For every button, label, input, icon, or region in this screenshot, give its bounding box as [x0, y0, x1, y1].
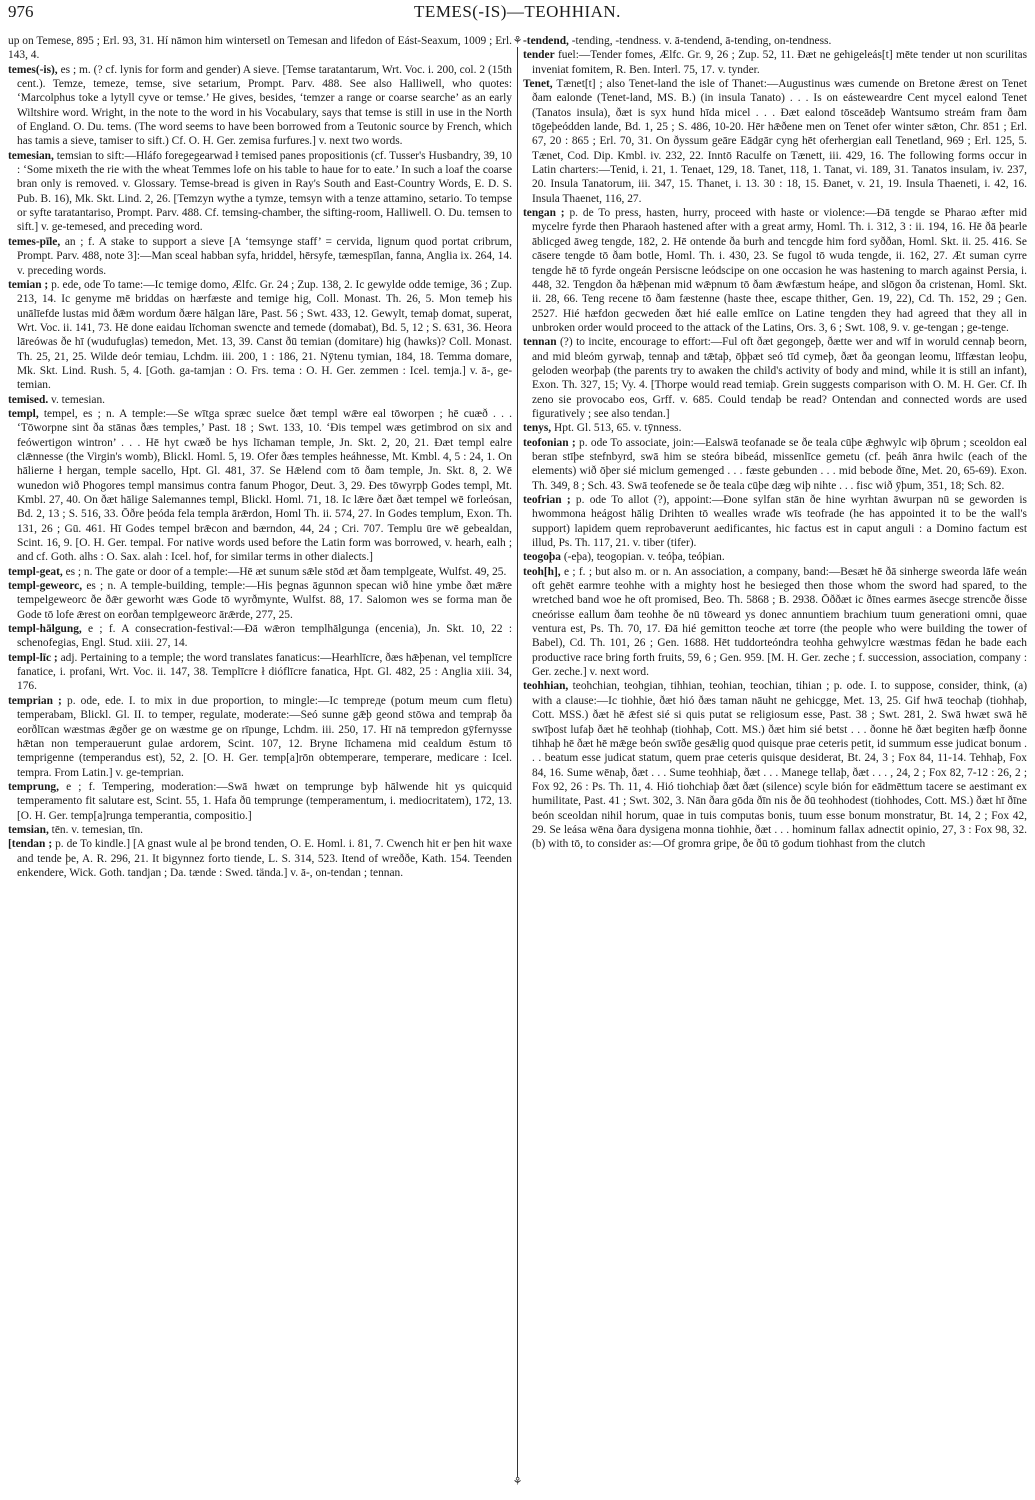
- dictionary-entry: [8, 565, 512, 579]
- dictionary-entry: [523, 550, 1027, 564]
- dictionary-entry: [8, 694, 512, 780]
- dictionary-entry: [523, 436, 1027, 493]
- entry-definition: Tænet[t] ; also Tenet-land the isle of Thanet:—Augustinus wæs cumende on Bretone ǣrest on Tenet ðam ealonde (Tenet-land, MS. B.) (in insula Tanato) . . . Is on eásteweardre Cent mycel ealond Tenet (Tanatos insula), ðæt is syx hund hīda micel . . . Ðæt ealond tōsceādeþ Wantsumo streám fram ðam tōgeþeódden lande, Bd. 1, 25 ; S. 486, 10-20. Hēr hǣðene men on Tenet ofer winter sǣton, Chr. 851 ; Erl. 67, 20 : 865 ; Erl. 70, 31. On ðyssum geāre Eādgār cyng hēt oferhergian eall Tenetland, 969 ; Erl. 125, 5. Tænet, Cod. Dip. Kmbl. iv. 232, 22. Inntō Raculfe on Tænett, iii. 429, 16. The following forms occur in Latin charters:—Tenid, i. 21, 1. Tenaet, 129, 18. Tanet, 118, 1. Tanat, vi. 189, 31. Tanatos insulam, iv. 237, 20. Insula Tanatorum, iii. 347, 15. Thanet, i. 13. 30 : 18, 15. Ðanet, v. 21, 19. Insula Thaeneti, i. 42, 16. Insula Thaenet, 116, 27.: [532, 78, 1027, 205]
- entry-definition: p. ode To associate, join:—Ealswā teofanade se ðe teala cūþe ǣghwylc wiþ ōþrum ; sceoldon eal beran stīþe stefnbyrd, swā him se steóra bibeád, missenlīce gemetu (cf. þeáh ānra hwilc (each of the elements) wið ōþer sié miclum gemenged . . . fæste gebunden . . . mid bebode ðīne, Met. 20, 65-69). Exon. Th. 349, 8 ; Sch. 43. Swā teofenede se ðe teala cūþe dæg wiþ nihte . . . fisc wið ȳþum, 351, 18; Sch. 82.: [532, 436, 1027, 492]
- entry-definition: up on Temese, 895 ; Erl. 93, 31. Hí nāmon him wintersetl on Temesan and lifedon of Eást-Seaxum, 1009 ; Erl. 143, 4.: [8, 35, 512, 62]
- entry-headword: temes(-is),: [8, 63, 58, 76]
- entry-headword: temian ;: [8, 278, 49, 291]
- entry-definition: Hpt. Gl. 513, 65. v. tȳnness.: [551, 422, 682, 435]
- dictionary-entry: [523, 335, 1027, 421]
- dictionary-entry: [8, 149, 512, 235]
- entry-headword: teohhian,: [523, 680, 569, 693]
- entry-headword: temes-pīle,: [8, 235, 61, 248]
- entry-definition: es ; n. A temple-building, temple:—His þegnas āgunnon specan wið hine ymbe ðæt mǣre tempelgeweorc ðe ðǣr geworht wæs Gode tō wyrðmynte, Wulfst. 88, 17. Salomon wes se forma man ðe Gode tō lofe ǣrest on eorðan templgeweorc ārǣrde, 277, 25.: [17, 580, 512, 621]
- entry-headword: tenys,: [523, 422, 552, 435]
- entry-headword: teofonian ;: [523, 436, 576, 449]
- entry-headword: temised.: [8, 393, 49, 406]
- dictionary-entry: [8, 651, 512, 694]
- entry-definition: p. de To kindle.] [A gnast wule al þe brond tenden, O. E. Homl. i. 81, 7. Cwench hit er þen hit waxe and tende þe, A. R. 296, 21. It bigynnez forto tiende, L. S. 314, 523. Itend of wreððe, Kath. 154. Teenden enkendere, Wick. Goth. tandjan ; Da. tænde : Swed. tända.] v. ā-, on-tendan ; tennan.: [17, 838, 512, 879]
- entry-definition: es ; n. The gate or door of a temple:—Hē æt sunum sǣle stōd æt ðam templgeate, Wulfst. 49, 25.: [62, 565, 507, 578]
- entry-definition: p. ede, ode To tame:—Ic temige domo, Ælfc. Gr. 24 ; Zup. 138, 2. Ic gewylde odde temige, 36 ; Zup. 213, 14. Ic genyme mē briddas on hærfæste and temige hig, Coll. Monast. Th. 26, 5. Mon temeþ his unālīefde lustas mid ðǣm wordum ðære hālgan lāre, Past. 56 ; Swt. 433, 12. Gewylt, temaþ domat, superat, Wrt. Voc. ii. 141, 73. Hē done eaidau līchoman swencte and temede (domabat), Bd. 5, 12 ; S. 631, 36. Heora lāreówas ðe hī (wudufuglas) temedon, Met. 13, 39. Canst ðū temian (domitare) hig (hawks)? Coll. Monast. Th. 25, 21, 25. Wilde deór temiau, Lchdm. iii. 200, 1 : 186, 21. Nȳtenu tymian, 184, 18. Temma domare, Mk. Skt. Lind. Rush. 5, 4. [Goth. ga-tamjan : O. Frs. tema : O. H. Ger. zemmen : Icel. temja.] v. ā-, ge-temian.: [17, 278, 512, 392]
- running-title: TEMES(-IS)—TEOHHIAN.: [414, 2, 621, 21]
- entry-definition: adj. Pertaining to a temple; the word translates fanaticus:—Hearhlīcre, ðæs hǣþenan, vel templīcre fanatice, i. profani, Wrt. Voc. ii. 147, 38. Templīcre ł dióflīcre fanatica, Hpt. Gl. 482, 25 : Anglia xiii. 34, 176.: [17, 651, 512, 693]
- entry-definition: teohchian, teohgian, tihhian, teohian, teochian, tihian ; p. ode. I. to suppose, consider, think, (a) with a clause:—Ic tiohhie, ðæt hió ðæs taman nāuht ne gehicgge, Met. 13, 25. Gif hwā teochaþ (tiohhaþ, Cott. MSS.) ðæt hē ǣfest sié si quis putat se religiosum esse, Past. 38 ; Swt. 281, 2. Swā hwæt swā hē swīþost lufaþ ðæt hē teohhaþ (tiohhaþ, Cott. MS.) ðæt him sié betst . . . ðonne hē ðæt begiten hæfþ ðonne tihhaþ hē ðæt hē mǣge beón swīðe gesǣlig quod quisque prae ceteris petit, id summum esse judicat bonum . . . beatum esse judicat statum, quem prae ceteris quisque desiderat, Bt. 24, 3 ; Fox 84, 11-14. Tehhaþ, Fox 84, 16. Sume wēnaþ, ðæt . . . Sume teohhiaþ, ðæt . . . Manege tellaþ, ðæt . . . , 24, 2 ; Fox 82, 7-12 : 26, 2 ; Fox 92, 26 : Ps. Th. 11, 4. Hió tiohchiaþ ðæt ðæt (silence) scyle bión for eādmēttum tacere se aestimant ex humilitate, Past. 41 ; Swt. 302, 3. Nān ðara gōda ðīn nis ðe ðū teohhodest (tiohhodes, Cott. MS.) ðæt hī ðīne beón sceoldan nihil horum, quae in tuis computas bonis, tuum esse bonum monstratur, Bt. 14, 2 ; Fox 42, 29. Se leása wēna ðara dysigena monna tiohhie, ðæt . . . hominum fallax adnectit opinio, 27, 3 : Fox 98, 32. (b) with tō, to consider as:—Of gromra gripe, ðe ðū tō godum tiohhast from the clutch: [532, 680, 1027, 851]
- entry-definition: an ; f. A stake to support a sieve [A ‘temsynge staff’ = cervida, lignum quod portat cribrum, Prompt. Parv. 488, note 3]:—Man sceal habban syfa, hriddel, hērsyfe, tæmespīlan, fanna, Anglia ix. 264, 14. v. preceding words.: [17, 235, 512, 277]
- entry-definition: e ; f. A consecration-festival:—Ðā wǣron templhālgunga (encenia), Jn. Skt. 10, 22 : schenofegias, Engl. Stud. xiii. 27, 14.: [17, 623, 512, 650]
- dictionary-entry: [8, 622, 512, 651]
- column-divider: [512, 35, 523, 1488]
- entry-definition: -tending, -tendness. v. ā-tendend, ā-tending, on-tendness.: [568, 35, 832, 47]
- dictionary-entry: [8, 63, 512, 149]
- entry-headword: teofrian ;: [523, 494, 571, 506]
- dictionary-entry: [8, 235, 512, 278]
- dictionary-entry: [8, 780, 512, 823]
- entry-definition: e ; f. Tempering, moderation:—Swā hwæt on temprunge byþ hālwende hit ys quicquid temperamento fit salutare est, Scint. 55, 1. Hafa ðū temprunge (temperamentum, i. mediocritatem), 172, 13. [O. H. Ger. temp[a]runga temperantia, compositio.]: [17, 780, 512, 822]
- entry-headword: templ-līc ;: [8, 651, 58, 664]
- entry-headword: Tenet,: [523, 78, 553, 91]
- dictionary-entry: [8, 278, 512, 393]
- entry-headword: templ-hālgung,: [8, 623, 82, 636]
- entry-headword: temsian,: [8, 823, 49, 836]
- dictionary-entry: [523, 493, 1027, 550]
- dictionary-entry: [523, 77, 1027, 206]
- dictionary-entry: [8, 34, 512, 63]
- divider-ornament-bottom-icon: ⚘: [512, 1476, 523, 1488]
- entry-headword: tender: [523, 49, 555, 62]
- entry-definition: fuel:—Tender fomes, Ælfc. Gr. 9, 26 ; Zup. 52, 11. Ðæt ne gehigeleás[t] mēte tender ut non scurilitas inveniat fomitem, R. Ben. Interl. 75, 17. v. tynder.: [532, 49, 1027, 76]
- entry-definition: (-eþa), teogopian. v. teóþa, teóþian.: [560, 551, 725, 564]
- entry-headword: teogoþa: [523, 551, 561, 564]
- entry-headword: temprian ;: [8, 694, 62, 707]
- entry-headword: temprung,: [8, 780, 59, 793]
- dictionary-entry: [523, 48, 1027, 77]
- entry-headword: templ-geweorc,: [8, 580, 83, 593]
- right-column: [518, 34, 1027, 1492]
- page-header: [8, 2, 1027, 28]
- entry-definition: p. de To press, hasten, hurry, proceed with haste or violence:—Ðā tengde se Pharao æfter mid mycelre fyrde then Pharaoh hastened after with a great army, Homl. Th. i. 312, 3 : ii. 194, 16. Hē ðā þearle āblicged āweg tengde, 182, 2. Hē ontende ða burh and tencgde him ford syððan, Homl. Skt. ii. 25. 416. Se cāsere tengde tō ðam botle, Homl. Th. i. 430, 23. Se fugol tō wuda tengde, ii. 162, 27. Æt suman cyrre tengde hē tō fyrde ongeán Persiscne leódscipe on one occasion he was hastening to march against Persia, i. 448, 32. Tengdon ða hǣþenan mid wǣpnum tō ðam ǣwfæstum heápe, and slōgon ða cristenan, Homl. Skt. ii. 28, 66. Teng recene tō ðam fæstenne (haste thee, escape thither, Gen. 19, 22), Cd. Th. 152, 29 ; Gen. 2527. Hié hæfdon gecweden ðæt hié ealle emlīce on Latine tengden they had agreed that they all in unbroken order would proceed to the attack of the Latins, Ors. 3, 6 ; Swt. 108, 9. v. ge-tengan ; ge-tenge.: [532, 207, 1027, 334]
- left-column: [8, 34, 517, 1492]
- entry-headword: temesian,: [8, 149, 54, 162]
- entry-definition: es ; m. (? cf. lynis for form and gender) A sieve. [Temse taratantarum, Wrt. Voc. i. 200, col. 2 (15th cent.). Temze, temeze, temse, sive setarium, Prompt. Parv. 488. See also Halliwell, who quotes: ‘Marcolphus toke a lytyll cyve or temse.’ He gives, besides, ‘temzer a range or coarse searche’ as an early Wiltshire word. Wright, in the note to the word in his Vocabulary, says that temse is still in use in the North of England. O. Du. tems. (The word seems to have been borrowed from a Teutonic source by French, which has tamis a sieve, tamiser to sift.) Cf. O. H. Ger. zemisa furfures.] v. next two words.: [17, 63, 512, 148]
- divider-ornament-top-icon: ⚘: [512, 35, 523, 47]
- dictionary-entry: [8, 579, 512, 622]
- dictionary-entry: [8, 407, 512, 565]
- entry-definition: temsian to sift:—Hláfo foregegearwad ł temised panes propositionis (cf. Tusser's Husbandry, 39, 10 : ‘Some mixeth the rie with the wheat Temmes lofe on his table to haue for to eate.’ In such a loaf the coarse bran only is removed. v. Glossary. Temse-bread is given in Ray's South and East-Country Words, E. D. S. Pub. B. 16), Mk. Skt. Lind. 2, 26. [Temzyn wythe a tymze, temsyn with a tenze attamino, setario. To tempse or syfte taratantariso, Prompt. Parv. 488. Cf. temsing-chamber, the sifting-room, Halliwell. O. Du. temsen to sift.] v. ge-temesed, and preceding word.: [17, 149, 512, 234]
- entry-headword: tennan: [523, 336, 557, 349]
- dictionary-entry: [523, 565, 1027, 680]
- entry-headword: tengan ;: [523, 207, 565, 220]
- entry-headword: -tendend,: [523, 35, 569, 47]
- dictionary-entry: [523, 34, 1027, 48]
- entry-headword: [tendan ;: [8, 838, 53, 851]
- entry-definition: tēn. v. temesian, tīn.: [48, 823, 143, 836]
- entry-definition: e ; f. ; but also m. or n. An association, a company, band:—Besæt hē ðā sinherge sweorda lāfe weán oft gehēt earmre teohhe with a mighty host he besieged then those whom the sword had spared, to the wretched band woe he oft promised, Beo. Th. 5868 ; B. 2938. Ōððæt ic ðīnes earmes āsecge strencðe ðisse cneórisse eallum ðam teohhe ðe nū tōweard ys donec annuntiem brachium tuum generationi omni, quae ventura est, Ps. Th. 70, 17. Ðā hié gemitton teoche æt torre (the people who were building the tower of Babel), Cd. Th. 101, 26 ; Gen. 1688. Hēt tuddorteóndra teohha gehwylcre wæstmas fēdan he bade each productive race bring forth fruits, 59, 6 ; Gen. 959. [M. H. Ger. zeche ; f. succession, association, company : Ger. zeche.] v. next word.: [532, 565, 1027, 679]
- page-number: 976: [8, 2, 34, 21]
- dictionary-entry: [523, 421, 1027, 435]
- entry-definition: p. ode, ede. I. to mix in due proportion, to mingle:—Ic tempreде (potum meum cum fletu) temperabam, Blickl. Gl. II. to temper, regulate, moderate:—Seó sunne gǣþ geond stōwa and tempraþ ða eorðlīcan wæstmas ǣgðer ge on wæstme ge on rīpunge, Lchdm. iii. 250, 17. Hī nā tempredon gȳfernysse hǣtan non temperauerunt gulae ardorem, Scint. 107, 12. Bryne līchamena mid cealdum ēstum tō temprigenne (temperandus est), 52, 2. [O. H. Ger. temp[a]rōn obtemperare, temperare, medicare : Icel. tempra. From Latin.] v. ge-temprian.: [17, 694, 512, 779]
- entry-headword: templ-geat,: [8, 565, 63, 578]
- dictionary-entry: [523, 679, 1027, 851]
- entry-headword: templ,: [8, 407, 39, 420]
- dictionary-entry: [8, 837, 512, 880]
- entry-definition: (?) to incite, encourage to effort:—Ful oft ðæt gegongeþ, ðætte wer and wīf in woruld cennaþ beorn, and mid bleóm gyrwaþ, tennaþ and tǣtaþ, ōþþæt seó tīd cymeþ, ðæt ða geongan leomu, līffæstan leoþu, geloden weorþaþ (the parents try to awaken the child's activity of body and mind, while it is still an infant), Exon. Th. 327, 15; Vy. 4. [Thorpe would read temiaþ. Grein suggests comparison with O. M. H. Ger. Cf. Ih zeno sie provocabo eos, Grff. v. 685. Could tendaþ be read? Ontendan and connected words are used figuratively ; see also tendan.]: [532, 336, 1027, 420]
- entry-definition: tempel, es ; n. A temple:—Se wītga spræc suelce ðæt templ wǣre eal tōworpen ; hē cuæð . . . ‘Tōworpne sint ða stānas ðæs temples,’ Past. 18 ; Swt. 133, 10. ‘Ðis tempel wæs getimbrod on six and feówertigon wintron’ . . . Hē hyt cwæð be hys līchaman temple, Jn. Skt. 2, 20, 21. Ðæt templ ealre clǣnnesse (the Virgin's womb), Blickl. Homl. 5, 19. Ofer ðæs temples heáhnesse, Mt. Kmbl. 4, 5 : 24, 1. On hālierne ł hergan, temple sacello, Hpt. Gl. 481, 37. Se Hǣlend com tō ðam temple, Jn. Skt. 8, 2. Wē wunedon wið Phogores templ mansimus contra fanum Phogor, Deut. 3, 29. Ðes tōwyrpþ Godes templ, Mt. Kmbl. 27, 40. On ðæt hālige Salemannes templ, Blickl. Homl. 71, 18. Ic lǣre ðæt ðæt tempel wē forleósan, Bd. 2, 13 ; S. 516, 33. Ōðre þeóda fela templa ārǣrdon, Homl Th. ii. 574, 27. In Godes templum, Exon. Th. 131, 26 ; Gū. 461. Hī Godes tempel brǣcon and bærndon, 44, 24 ; Cri. 707. Templu ūre wē gebealdan, Scint. 16, 9. [O. H. Ger. tempal. For native words used before the Latin form was borrowed, v. hearh, ealh ; and cf. Goth. alhs : O. Sax. alah : Icel. hof, for similar terms in other dialects.]: [17, 407, 512, 564]
- dictionary-entry: [523, 206, 1027, 335]
- entry-headword: teoh[h],: [523, 565, 561, 578]
- dictionary-entry: [8, 393, 512, 407]
- entry-definition: p. ode To allot (?), appoint:—Ðone sylfan stān ðe hine wyrhtan āwurpan nū se geworden is hwommona heágost hālig Drihten tō wealles wrađe wīs teofrade (he has appointed it to be the wall's support) lapidem quem reprobaverunt aedificantes, hic factus est in caput anguli : a Domino factum est illud, Ps. Th. 117, 21. v. tiber (tifer).: [532, 494, 1027, 550]
- dictionary-entry: [8, 823, 512, 837]
- text-columns: [8, 34, 1027, 1492]
- entry-definition: v. temesian.: [48, 393, 106, 406]
